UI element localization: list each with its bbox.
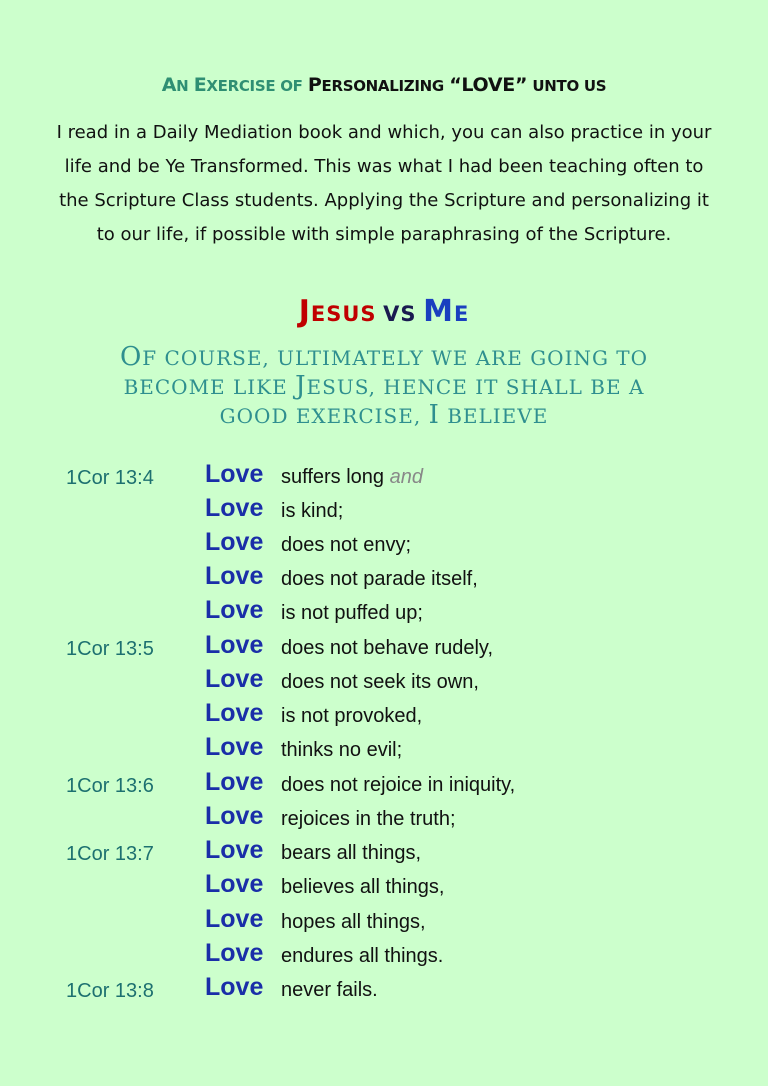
title-word: ERSONALIZING — [321, 77, 444, 95]
jesus-vs-me-heading — [0, 294, 768, 329]
of-course-statement — [80, 344, 688, 431]
verse-text: does not behave rudely, — [281, 637, 494, 659]
love-word: Love — [205, 939, 264, 967]
verse-phrase: suffers long — [281, 466, 385, 488]
love-word: Love — [205, 733, 264, 761]
statement-text: BELIEVE — [439, 404, 549, 428]
verse-row — [0, 494, 768, 528]
statement-line — [80, 344, 688, 373]
page-title — [0, 74, 768, 96]
verse-reference: 1Cor 13:6 — [66, 775, 154, 797]
love-word: Love — [205, 665, 264, 693]
verse-row — [0, 939, 768, 973]
statement-line — [80, 373, 688, 402]
love-word: Love — [205, 870, 264, 898]
love-word: Love — [205, 460, 264, 488]
verse-text: rejoices in the truth; — [281, 808, 456, 830]
love-word: Love — [205, 562, 264, 590]
verse-row — [0, 528, 768, 562]
love-word: Love — [205, 631, 264, 659]
title-word: UNTO US — [532, 77, 607, 95]
verse-text: does not envy; — [281, 534, 412, 556]
heading-letter: M — [423, 294, 454, 329]
verse-reference: 1Cor 13:7 — [66, 843, 154, 865]
verse-row — [0, 802, 768, 836]
intro-paragraph: I read in a Daily Mediation book and which, you can also practice in your life and be Ye Transformed. This was what I had been teaching often to the Scripture Class students. Applying the Scripture and personalizing it to our life, if possible with simple paraphrasing of the Scripture. — [56, 122, 712, 245]
verse-reference: 1Cor 13:4 — [66, 467, 154, 489]
verse-text: never fails. — [281, 979, 378, 1001]
title-word: N — [176, 77, 189, 95]
statement-text: ESUS, HENCE IT SHALL BE A — [306, 375, 645, 399]
love-word: Love — [205, 802, 264, 830]
verse-row — [0, 870, 768, 904]
heading-word: ESUS — [310, 302, 377, 326]
verse-text: thinks no evil; — [281, 739, 403, 761]
verse-row — [0, 460, 768, 494]
heading-word: E — [453, 302, 470, 326]
verse-text: believes all things, — [281, 876, 445, 898]
love-word: Love — [205, 836, 264, 864]
title-love-quote: “LOVE” — [449, 74, 528, 96]
love-word: Love — [205, 768, 264, 796]
verse-row — [0, 562, 768, 596]
statement-text: BECOME LIKE — [123, 375, 296, 399]
verse-row — [0, 596, 768, 630]
love-word: Love — [205, 596, 264, 624]
verse-row — [0, 733, 768, 767]
verse-row — [0, 973, 768, 1007]
statement-letter: I — [428, 400, 440, 430]
statement-letter: J — [295, 371, 307, 401]
verse-row — [0, 699, 768, 733]
verse-row — [0, 665, 768, 699]
title-letter: P — [307, 74, 322, 96]
verse-reference: 1Cor 13:8 — [66, 980, 154, 1002]
verse-row — [0, 631, 768, 665]
verse-text: is not provoked, — [281, 705, 423, 727]
verse-reference: 1Cor 13:5 — [66, 638, 154, 660]
statement-text: GOOD EXERCISE, — [219, 404, 429, 428]
verse-text: does not seek its own, — [281, 671, 479, 693]
love-word: Love — [205, 905, 264, 933]
title-letter: E — [193, 74, 207, 96]
verse-text: does not parade itself, — [281, 568, 478, 590]
verse-and: and — [389, 466, 423, 488]
verse-row — [0, 836, 768, 870]
verse-text: bears all things, — [281, 842, 422, 864]
love-word: Love — [205, 528, 264, 556]
verse-text: is kind; — [281, 500, 344, 522]
title-letter: A — [161, 74, 177, 96]
heading-vs: VS — [383, 302, 417, 326]
title-word: XERCISE OF — [206, 77, 303, 95]
heading-letter: J — [298, 294, 311, 329]
verse-text: hopes all things, — [281, 911, 426, 933]
statement-text: F COURSE, ULTIMATELY WE ARE GOING TO — [142, 346, 649, 370]
verse-text: is not puffed up; — [281, 602, 423, 624]
verse-text: endures all things. — [281, 945, 444, 967]
statement-line — [80, 402, 688, 431]
statement-letter: O — [119, 342, 143, 372]
verse-text — [281, 466, 423, 489]
love-word: Love — [205, 973, 264, 1001]
love-word: Love — [205, 699, 264, 727]
love-word: Love — [205, 494, 264, 522]
verse-row — [0, 768, 768, 802]
verse-text: does not rejoice in iniquity, — [281, 774, 516, 796]
verse-row — [0, 905, 768, 939]
